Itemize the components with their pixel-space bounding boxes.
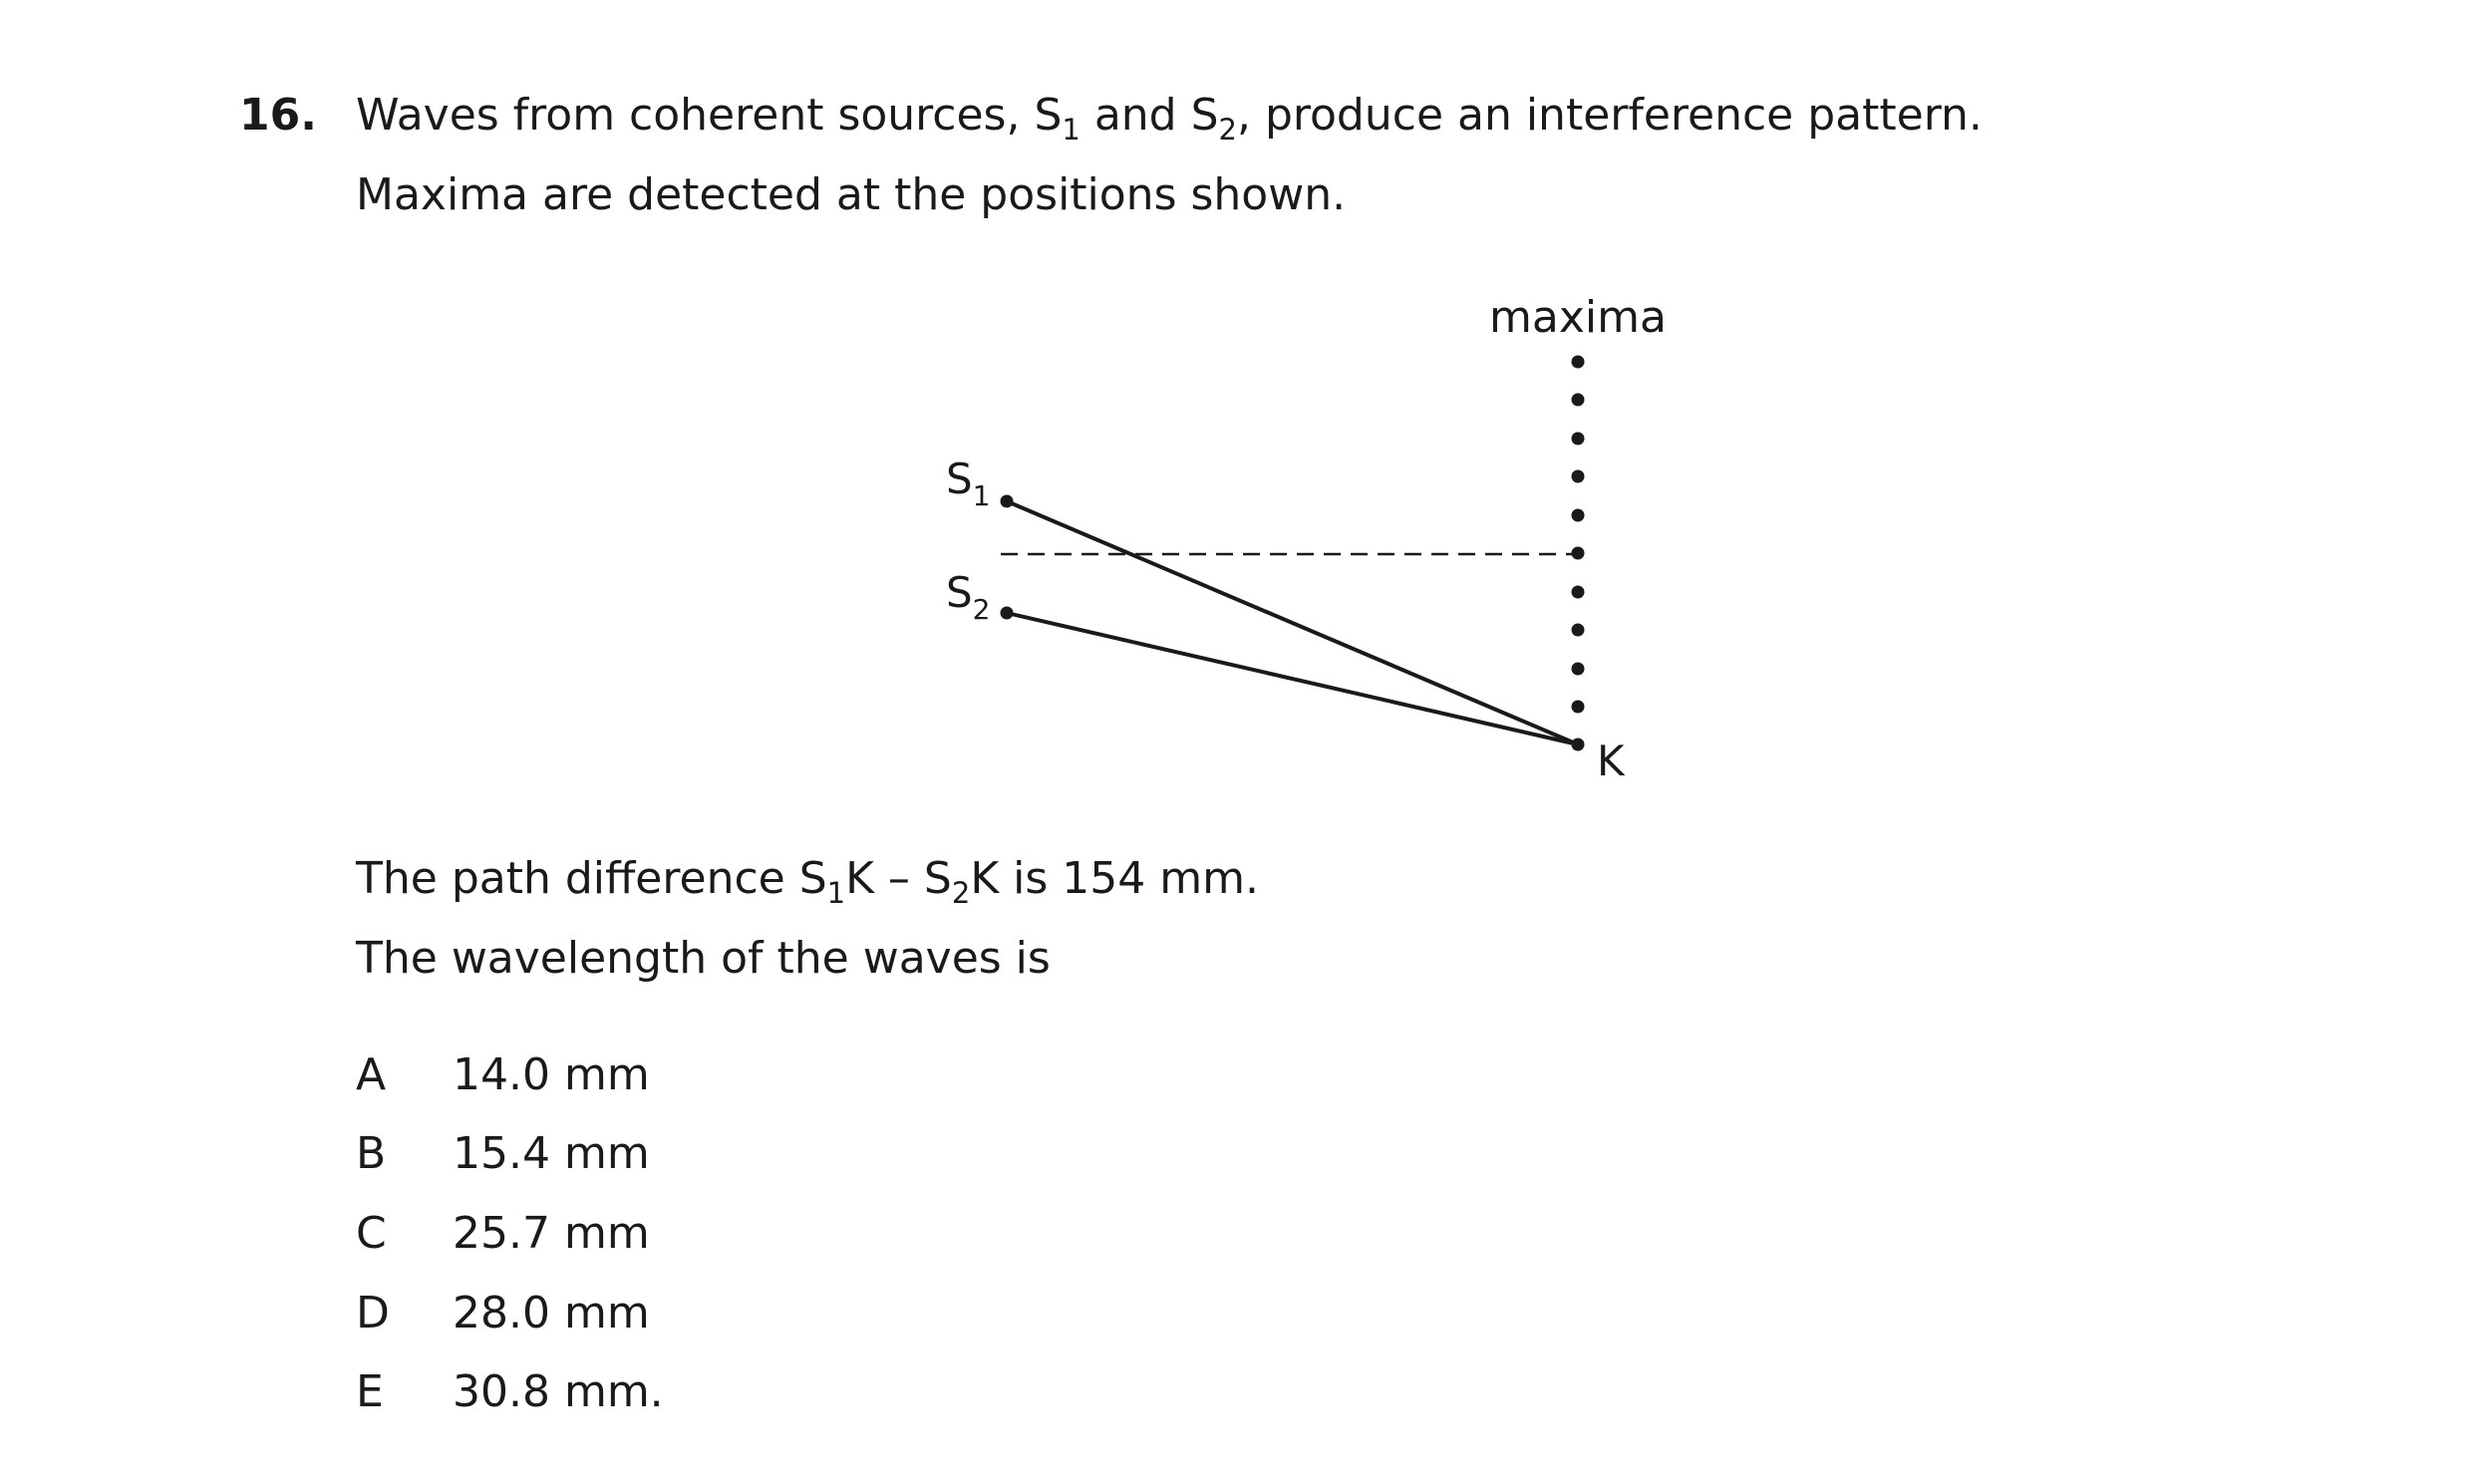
option-text: 15.4 mm [453,1128,650,1179]
path-s1-k [1007,501,1578,744]
question-line-2: Maxima are detected at the positions shown. [356,169,1347,220]
question-number: 16. [239,90,317,141]
option-a[interactable] [356,1045,650,1105]
s2-letter: S [946,568,973,617]
maxima-dot [1572,356,1585,369]
path-s2-k [1007,613,1578,744]
option-letter: A [356,1049,387,1100]
maxima-dot [1572,470,1585,483]
s2-subscript: 2 [972,593,991,626]
option-letter: C [356,1208,387,1259]
option-c[interactable] [356,1204,650,1264]
option-letter: D [356,1288,390,1338]
line1-sub-1: 1 [1062,113,1081,147]
source-s2-label [946,568,991,626]
option-letter: B [356,1128,387,1179]
line3-sub-1: 1 [826,876,846,910]
line3-part-c: K is 154 mm. [970,853,1259,904]
s1-subscript: 1 [972,479,991,512]
maxima-dot [1572,433,1585,445]
maxima-dot [1572,394,1585,407]
maxima-dot [1572,586,1585,599]
point-k-label: K [1597,737,1625,785]
question-line-4: The wavelength of the waves is [356,933,1051,984]
option-text: 14.0 mm [453,1049,650,1100]
source-s2-dot [1001,607,1014,620]
option-letter: E [356,1366,384,1417]
line3-part-a: The path difference S [356,853,827,904]
maxima-label: maxima [1489,292,1667,343]
line3-part-b: K – S [845,853,952,904]
line1-sub-2: 2 [1218,113,1237,147]
line1-part-a: Waves from coherent sources, S [356,90,1063,141]
maxima-dot [1572,624,1585,637]
question-line-3 [356,849,1259,909]
line1-part-c: , produce an interference pattern. [1236,90,1983,141]
maxima-dot [1572,701,1585,714]
line3-sub-2: 2 [951,876,971,910]
maxima-dot [1572,509,1585,522]
source-s1-label [946,454,991,512]
option-e[interactable] [356,1362,664,1422]
option-text: 25.7 mm [453,1208,650,1259]
option-d[interactable] [356,1284,650,1343]
option-text: 30.8 mm. [453,1366,664,1417]
maxima-dot [1572,663,1585,676]
s1-letter: S [946,454,973,503]
option-b[interactable] [356,1124,650,1184]
option-text: 28.0 mm [453,1288,650,1338]
source-s1-dot [1001,495,1014,508]
line1-part-b: and S [1080,90,1219,141]
